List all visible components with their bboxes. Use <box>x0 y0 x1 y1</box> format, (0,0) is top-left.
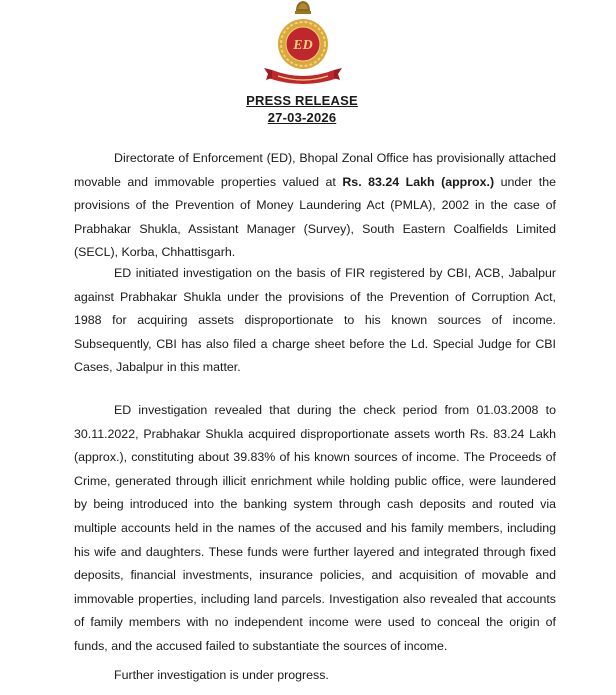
paragraph-4 <box>74 664 556 688</box>
paragraph-1-text-cont: under the provisions of the Prevention of Money Laundering Act (PMLA), 2002 in the case of Prabhakar Shukla, Assistant Manager (Survey), South Eastern Coalfields Limited (SECL), Korba, Chhattisgarh. <box>74 174 556 260</box>
ed-monogram: ED <box>293 38 313 53</box>
paragraph-3-text: ED investigation revealed that during the check period from 01.03.2008 to 30.11.2022, Prabhakar Shukla acquired disproportionate assets worth Rs. 83.24 Lakh (approx.), constituting about 39.83% of his known sources of income. The Proceeds of Crime, generated through illicit enrichment while holding public office, were laundered by being introduced into the banking system through cash deposits and routed via multiple accounts held in the names of the accused and his family members, including his wife and daughters. These funds were further layered and integrated through fixed deposits, financial investments, insurance policies, and acquisition of movable and immovable properties, including land parcels. Investigation also revealed that accounts of family members with no independent income were used to conceal the origin of funds, and the accused failed to substantiate the sources of income. <box>74 403 556 653</box>
paragraph-3 <box>74 399 556 659</box>
lion-capital-icon <box>295 1 311 14</box>
page-title: PRESS RELEASE <box>246 93 358 108</box>
paragraph-1 <box>74 147 556 265</box>
release-date: 27-03-2026 <box>267 110 337 125</box>
ed-emblem-logo <box>258 0 348 86</box>
paragraph-4-text: Further investigation is under progress. <box>114 668 329 682</box>
paragraph-2 <box>74 262 556 380</box>
paragraph-1-text: Directorate of Enforcement (ED), Bhopal Zonal Office has provisionally attached movable and immovable properties valued at <box>74 151 556 189</box>
attached-value: Rs. 83.24 Lakh (approx.) <box>342 174 495 189</box>
ribbon <box>268 70 338 84</box>
paragraph-2-text: ED initiated investigation on the basis of FIR registered by CBI, ACB, Jabalpur against Prabhakar Shukla under the provisions of the Prevention of Corruption Act, 1988 for acquiring assets disproportionate to his known sources of income. Subsequently, CBI has also filed a charge sheet before the Ld. Special Judge for CBI Cases, Jabalpur in this matter. <box>74 266 556 375</box>
